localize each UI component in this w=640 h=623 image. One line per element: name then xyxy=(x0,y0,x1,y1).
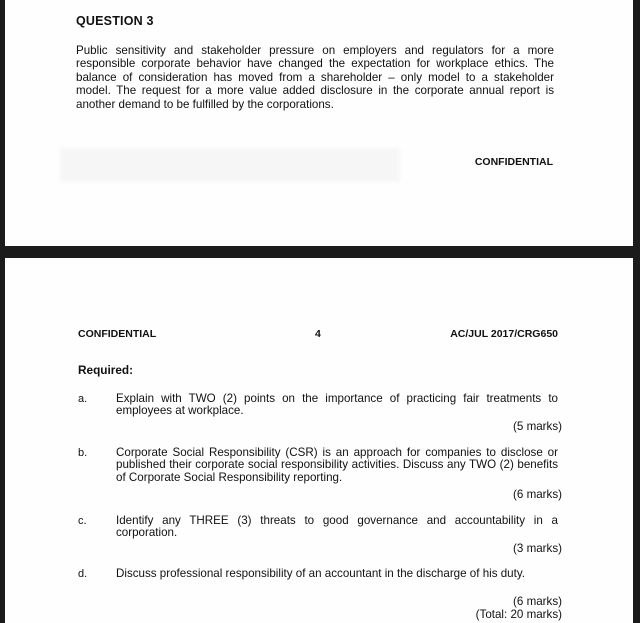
item-text: Discuss professional responsibility of an accountant in the discharge of his duty. xyxy=(116,567,526,580)
bottom-page xyxy=(5,258,633,623)
item-text: Explain with TWO (2) points on the importance of practicing fair treatments to employees at workplace. xyxy=(116,392,558,418)
page-number: 4 xyxy=(315,328,321,340)
exam-code: AC/JUL 2017/CRG650 xyxy=(450,328,558,340)
item-letter: d. xyxy=(78,568,88,580)
item-marks: (3 marks) xyxy=(513,542,562,555)
question-title: QUESTION 3 xyxy=(76,14,154,28)
header-confidential: CONFIDENTIAL xyxy=(78,328,157,340)
item-marks: (6 marks) xyxy=(513,595,562,608)
item-letter: c. xyxy=(78,515,87,527)
confidential-label: CONFIDENTIAL xyxy=(474,156,553,168)
item-text: Identify any THREE (3) threats to good governance and accountability in a corporation. xyxy=(116,514,558,540)
item-text: Corporate Social Responsibility (CSR) is an approach for companies to disclose or published their corporate social responsibility activities. Discuss any TWO (2) benefits of Corporate Social Responsibility reporting. xyxy=(116,446,558,484)
item-letter: b. xyxy=(78,447,88,459)
total-marks: (Total: 20 marks) xyxy=(475,608,562,621)
item-marks: (5 marks) xyxy=(513,420,562,433)
item-letter: a. xyxy=(78,393,88,405)
top-page xyxy=(5,0,633,246)
redacted-area xyxy=(60,148,400,182)
required-heading: Required: xyxy=(78,363,134,377)
question-paragraph: Public sensitivity and stakeholder pressure on employers and regulators for a more responsible corporate behavior have changed the expectation for workplace ethics. The balance of consideration has moved from a shareholder – only model to a stakeholder model. The request for a more value added disclosure in the corporate annual report is another demand to be fulfilled by the corporations. xyxy=(76,44,554,111)
item-marks: (6 marks) xyxy=(513,488,562,501)
